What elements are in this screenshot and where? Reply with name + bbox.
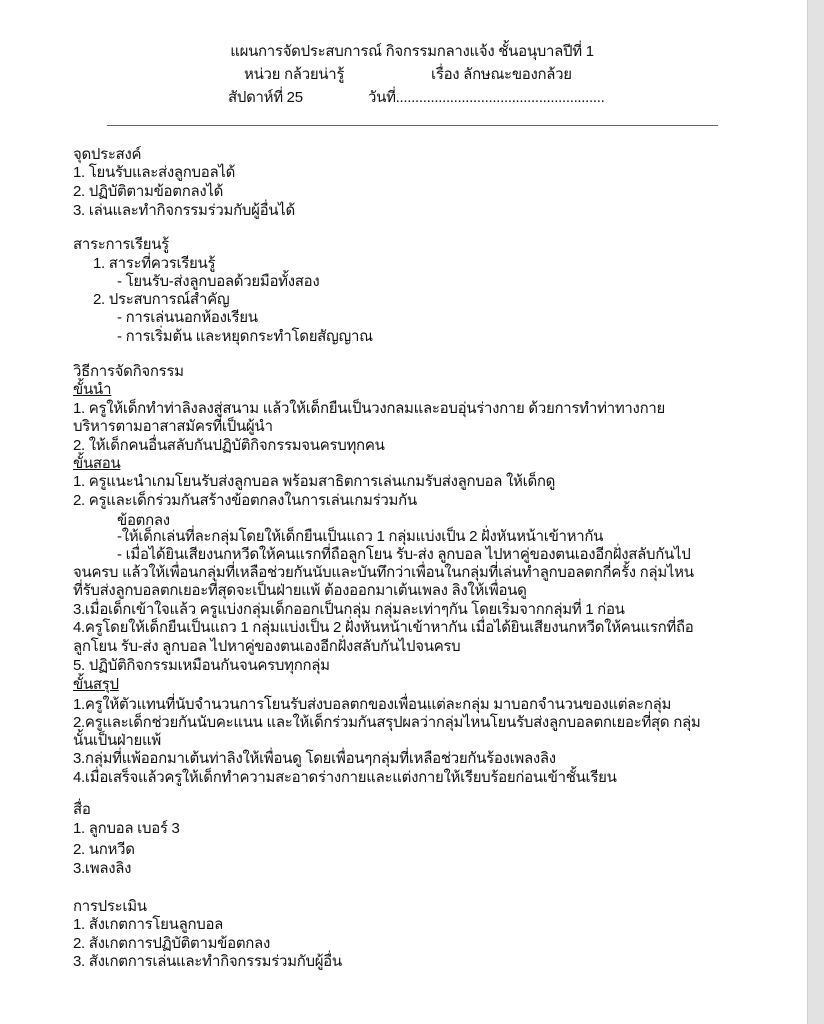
content-sub1: 1. สาระที่ควรเรียนรู้ — [93, 255, 216, 272]
content-item: - โยนรับ-ส่งลูกบอลด้วยมือทั้งสอง — [117, 273, 320, 290]
objective-item: 3. เล่นและทำกิจกรรมร่วมกับผู้อื่นได้ — [73, 202, 295, 219]
evaluation-item: 2. สังเกตการปฏิบัติตามข้อตกลง — [73, 935, 270, 952]
evaluation-item: 3. สังเกตการเล่นและทำกิจกรรมร่วมกับผู้อื่น — [73, 953, 342, 970]
intro-line: 1. ครูให้เด็กทำท่าลิงลงสู่สนาม แล้วให้เด็กยืนเป็นวงกลมและอบอุ่นร่างกาย ด้วยการทำท่าทางกาย — [73, 400, 665, 417]
main-heading: ขั้นสอน — [73, 455, 121, 472]
page-edge — [807, 0, 824, 1024]
content-heading: สาระการเรียนรู้ — [73, 236, 169, 253]
main-line: -ให้เด็กเล่นที่ละกลุ่มโดยให้เด็กยืนเป็นแถว 1 กลุ่มแบ่งเป็น 2 ฝั่งหันหน้าเข้าหากัน — [117, 528, 604, 545]
intro-line: 2. ให้เด็กคนอื่นสลับกันปฏิบัติกิจกรรมจนครบทุกคน — [73, 437, 385, 454]
doc-title: แผนการจัดประสบการณ์ กิจกรรมกลางแจ้ง ชั้นอนุบาลปีที่ 1 — [230, 43, 594, 60]
summary-heading: ขั้นสรุป — [73, 676, 119, 693]
main-line: 2. ครูและเด็กร่วมกันสร้างข้อตกลงในการเล่นเกมร่วมกัน — [73, 492, 417, 509]
main-line: 3.เมื่อเด็กเข้าใจแล้ว ครูแบ่งกลุ่มเด็กออกเป็นกลุ่ม กลุ่มละเท่าๆกัน โดยเริ่มจากกลุ่มที่ 1 ก่อน — [73, 601, 625, 618]
objective-item: 1. โยนรับและส่งลูกบอลได้ — [73, 164, 236, 181]
unit-label: หน่วย กล้วยน่ารู้ — [244, 66, 345, 83]
activities-heading: วิธีการจัดกิจกรรม — [73, 363, 184, 380]
media-heading: สื่อ — [73, 801, 91, 818]
divider — [107, 125, 718, 126]
evaluation-item: 1. สังเกตการโยนลูกบอล — [73, 916, 224, 933]
main-line: 1. ครูแนะนำเกมโยนรับส่งลูกบอล พร้อมสาธิตการเล่นเกมรับส่งลูกบอล ให้เด็กดู — [73, 473, 556, 490]
objective-item: 2. ปฏิบัติตามข้อตกลงได้ — [73, 183, 224, 200]
summary-line: นั้นเป็นฝ่ายแพ้ — [73, 732, 161, 749]
date-label: วันที่...................................................... — [368, 89, 605, 106]
media-item: 2. นกหวีด — [73, 841, 135, 858]
content-item: - การเล่นนอกห้องเรียน — [117, 309, 258, 326]
media-item: 3.เพลงลิง — [73, 860, 132, 877]
main-line: ข้อตกลง — [117, 512, 170, 529]
intro-heading: ขั้นนำ — [73, 381, 112, 398]
objectives-heading: จุดประสงค์ — [73, 146, 142, 163]
summary-line: 2.ครูและเด็กช่วยกันนับคะแนน และให้เด็กร่วมกันสรุปผลว่ากลุ่มไหนโยนรับส่งลูกบอลตกเยอะที่สุด กลุ่ม — [73, 714, 701, 731]
main-line: 5. ปฏิบัติกิจกรรมเหมือนกันจนครบทุกกลุ่ม — [73, 657, 330, 674]
main-line: ที่รับส่งลูกบอลตกเยอะที่สุดจะเป็นฝ่ายแพ้ ต้องออกมาเต้นเพลง ลิงให้เพื่อนดู — [73, 582, 527, 599]
content-item: - การเริ่มต้น และหยุดกระทำโดยสัญญาณ — [117, 328, 373, 345]
main-line: - เมื่อได้ยินเสียงนกหวีดให้คนแรกที่ถือลูกโยน รับ-ส่ง ลูกบอล ไปหาคู่ของตนเองอีกฝั่งสลับกันไป — [117, 546, 691, 563]
main-line: 4.ครูโดยให้เด็กยืนเป็นแถว 1 กลุ่มแบ่งเป็น 2 ฝั่งหันหน้าเข้าหากัน เมื่อได้ยินเสียงนกหวีดให้คนแรกที่ถือ — [73, 619, 694, 636]
evaluation-heading: การประเมิน — [73, 898, 147, 915]
summary-line: 3.กลุ่มที่แพ้ออกมาเต้นท่าลิงให้เพื่อนดู โดยเพื่อนๆกลุ่มที่เหลือช่วยกันร้องเพลงลิง — [73, 750, 556, 767]
main-line: จนครบ แล้วให้เพื่อนกลุ่มที่เหลือช่วยกันนับและบันทึกว่าเพื่อนในกลุ่มที่เล่นทำลูกบอลตกกี่ครั้ง กลุ่มไหน — [73, 564, 694, 581]
media-item: 1. ลูกบอล เบอร์ 3 — [73, 820, 180, 837]
intro-line: บริหารตามอาสาสมัครที่เป็นผู้นำ — [73, 418, 273, 435]
topic-label: เรื่อง ลักษณะของกล้วย — [431, 66, 572, 83]
content-sub2: 2. ประสบการณ์สำคัญ — [93, 291, 230, 308]
main-line: ลูกโยน รับ-ส่ง ลูกบอล ไปหาคู่ของตนเองอีกฝั่งสลับกันไปจนครบ — [73, 638, 461, 655]
summary-line: 4.เมื่อเสร็จแล้วครูให้เด็กทำความสะอาดร่างกายและแต่งกายให้เรียบร้อยก่อนเข้าชั้นเรียน — [73, 769, 617, 786]
summary-line: 1.ครูให้ตัวแทนที่นับจำนวนการโยนรับส่งบอลตกของเพื่อนแต่ละกลุ่ม มาบอกจำนวนของแต่ละกลุ่ม — [73, 696, 672, 713]
week-label: สัปดาห์ที่ 25 — [228, 89, 303, 106]
